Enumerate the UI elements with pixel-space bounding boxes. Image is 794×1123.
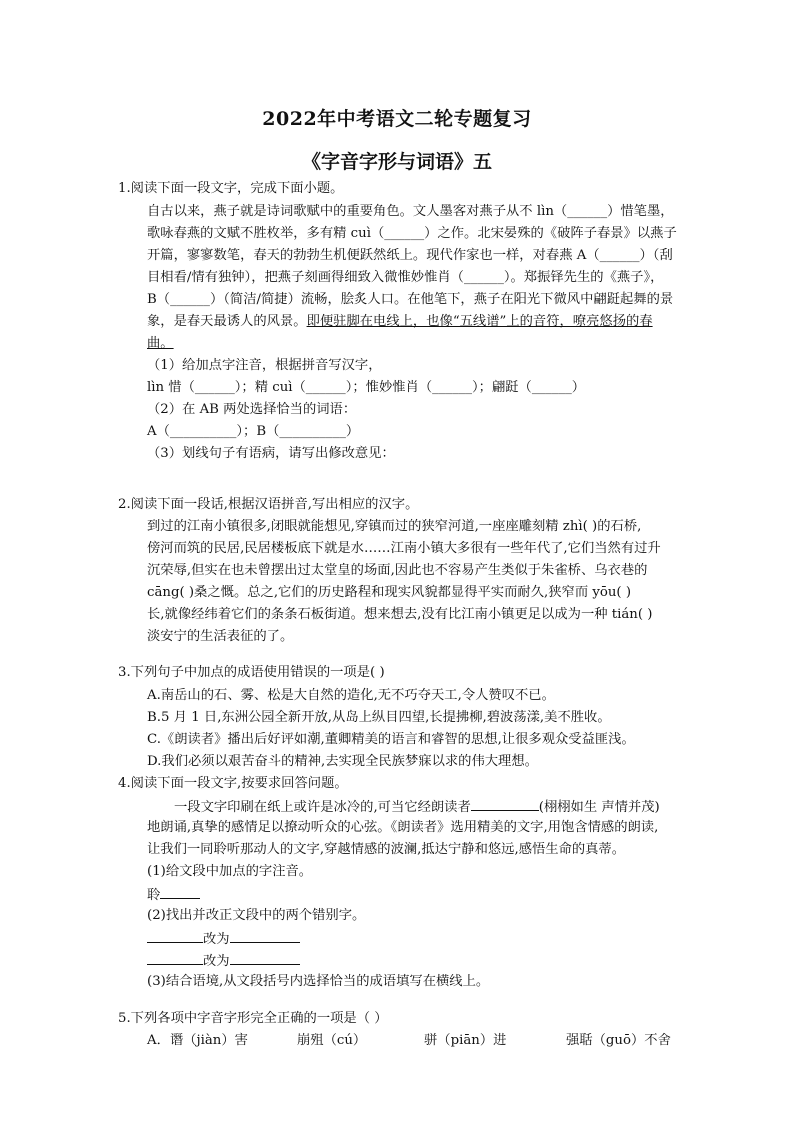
- q1-para-line: B（______）（简洁/简捷）流畅，脍炙人口。在他笔下，燕子在阳光下微风中翩跹起舞的景: [147, 292, 674, 307]
- q4-corrected-char-blank[interactable]: [230, 950, 300, 965]
- q2-stem: 2.阅读下面一段话,根据汉语拼音,写出相应的汉字。: [118, 497, 419, 512]
- q1-sub1-answers: lìn 惜（______）；精 cuì（______）；惟妙惟肖（______）；翩跹（______）: [147, 380, 586, 395]
- q4-sub2-answer-row: [147, 950, 300, 972]
- q3-stem: 3.下列句子中加点的成语使用错误的一项是( ): [118, 665, 385, 680]
- q4-sub2-answer-row: [147, 928, 300, 950]
- q1-sub2: （2）在 AB 两处选择恰当的词语：: [147, 402, 357, 417]
- q1-sub1: （1）给加点字注音，根据拼音写汉字，: [147, 358, 382, 373]
- q1-para-line: 目相看/情有独钟），把燕子刻画得细致入微惟妙惟肖（______）。郑振铎先生的《燕子》，: [147, 270, 664, 285]
- q5-option-a-item: 强聒（guō）不舍: [566, 1033, 671, 1048]
- q3-option-c: C.《朗读者》播出后好评如潮,董卿精美的语言和睿智的思想,让很多观众受益匪浅。: [147, 732, 635, 747]
- q4-para-line: 地朗诵,真挚的感情足以撩动听众的心弦。《朗读者》选用精美的文字,用饱含情感的朗读,: [147, 820, 659, 835]
- q3-option-b: B.5 月 1 日,东洲公园全新开放,从岛上纵目四望,长提拂柳,碧波荡漾,美不胜收。: [147, 710, 611, 725]
- q5-option-a-item: 崩殂（cú）: [297, 1033, 367, 1048]
- q4-gai-label: 改为: [203, 954, 230, 969]
- q4-para-line: [174, 796, 660, 818]
- q1-para-line: 自古以来，燕子就是诗词歌赋中的重要角色。文人墨客对燕子从不 lìn（______）惜笔墨，: [147, 204, 674, 219]
- q1-para-line: 开篇，寥寥数笔，春天的勃勃生机便跃然纸上。现代作家也一样，对春燕 A（______）（刮: [147, 248, 673, 263]
- q5-option-a-item: 骈（piān）进: [424, 1033, 507, 1048]
- page-subtitle: 《字音字形与词语》五: [301, 151, 492, 173]
- q4-stem: 4.阅读下面一段文字,按要求回答问题。: [118, 776, 348, 791]
- q4-sub1-char: 聆: [147, 888, 161, 903]
- q1-stem: 1.阅读下面一段文字，完成下面小题。: [118, 181, 344, 196]
- q1-para-line: [147, 312, 653, 332]
- q5-option-a-item: A．谮（jiàn）害: [147, 1033, 248, 1048]
- q3-option-a: A.南岳山的石、雾、松是大自然的造化,无不巧夺天工,令人赞叹不已。: [147, 688, 555, 703]
- q2-para-line: 淡安宁的生活表征的了。: [147, 629, 294, 644]
- q4-sub1-answer: [147, 884, 200, 906]
- q1-underlined-sentence-end: 曲。: [147, 336, 174, 351]
- q4-fill-blank[interactable]: [471, 796, 539, 811]
- q2-para-line: 到过的江南小镇很多,闭眼就能想见,穿镇而过的狭窄河道,一座座雕刻精 zhì( )的石桥,: [147, 519, 642, 534]
- q2-para-line: 长,就像经纬着它们的条条石板街道。想来想去,没有比江南小镇更足以成为一种 tián( ): [147, 607, 653, 622]
- q4-sub2: (2)找出并改正文段中的两个错别字。: [147, 908, 366, 923]
- q4-para-text: 一段文字印刷在纸上或许是冰冷的,可当它经朗读者: [174, 800, 471, 815]
- q1-para-line: 歌咏春燕的文赋不胜枚举，多有精 cuì（______）之作。北宋晏殊的《破阵子春景》以燕子: [147, 226, 677, 241]
- q1-para-text: 象，是春天最诱人的风景。: [147, 314, 307, 329]
- q4-wrong-char-blank[interactable]: [147, 950, 203, 965]
- q2-para-line: cāng( )桑之慨。总之,它们的历史路程和现实风貌都显得平实而耐久,狭窄而 yōu( ): [147, 585, 632, 600]
- q4-idiom-choices: (栩栩如生 声情并茂): [538, 800, 660, 815]
- q2-para-line: 沉荣辱,但实在也未曾摆出过太堂皇的场面,因此也不容易产生类似于朱雀桥、乌衣巷的: [147, 563, 648, 578]
- q4-wrong-char-blank[interactable]: [147, 928, 203, 943]
- q2-para-line: 傍河而筑的民居,民居楼板底下就是水……江南小镇大多很有一些年代了,它们当然有过升: [147, 541, 661, 556]
- q4-gai-label: 改为: [203, 932, 230, 947]
- q4-corrected-char-blank[interactable]: [230, 928, 300, 943]
- q3-option-d: D.我们必须以艰苦奋斗的精神,去实现全民族梦寐以求的伟大理想。: [147, 754, 538, 769]
- q1-sub3: （3）划线句子有语病，请写出修改意见：: [147, 446, 395, 461]
- q4-sub1: (1)给文段中加点的字注音。: [147, 864, 313, 879]
- q1-underlined-sentence: 即便驻脚在电线上，也像“五线谱”上的音符，嘹亮悠扬的春: [306, 314, 653, 329]
- q4-sub3: (3)结合语境,从文段括号内选择恰当的成语填写在横线上。: [147, 974, 490, 989]
- q4-sub1-blank[interactable]: [160, 884, 200, 899]
- q1-sub2-answers: A（__________）；B（__________）: [147, 424, 360, 439]
- q5-stem: 5.下列各项中字音字形完全正确的一项是（ ）: [118, 1011, 388, 1026]
- q4-para-line: 让我们一同聆听那动人的文字,穿越情感的波澜,抵达宁静和悠远,感悟生命的真蒂。: [147, 842, 626, 857]
- q1-para-line: [147, 334, 174, 354]
- page-title: 2022年中考语文二轮专题复习: [262, 108, 532, 130]
